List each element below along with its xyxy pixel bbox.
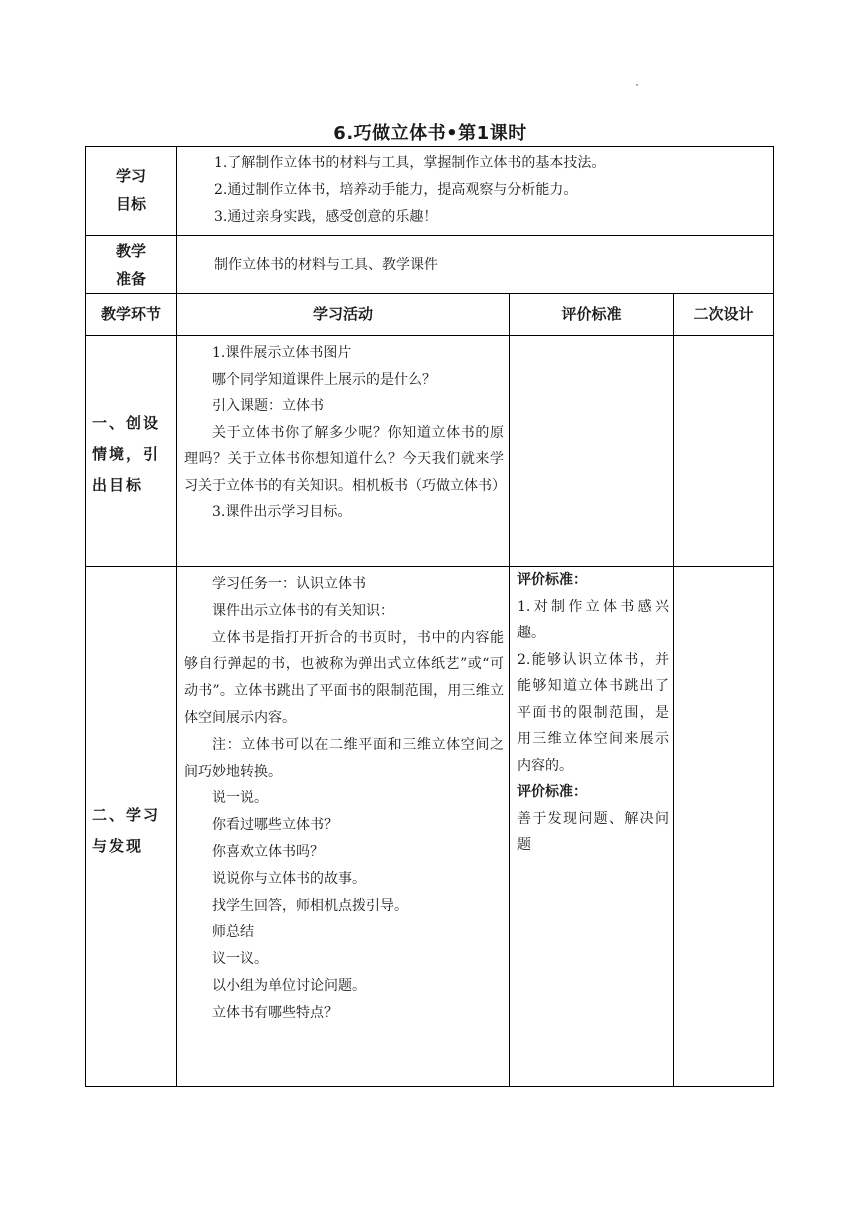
activity-line: 学习任务一：认识立体书 <box>212 576 366 592</box>
objectives-label <box>86 162 176 218</box>
objectives-list <box>186 150 772 231</box>
activity-paragraph: 立体书是指打开折合的书页时，书中的内容能够自行弹起的书，也被称为弹出式立体纸艺”或“可动书”。立体书跳出了平面书的限制范围，用三维立体空间展示内容。 <box>184 629 504 726</box>
header-activity: 学习活动 <box>312 305 373 323</box>
decorative-dot <box>636 84 638 86</box>
activity-line: 说说你与立体书的故事。 <box>212 870 366 887</box>
section2-label <box>92 800 172 862</box>
evaluation-item: 善于发现问题、解决问题 <box>517 810 669 853</box>
section1-label <box>92 408 172 501</box>
section2-activity <box>184 571 504 1027</box>
preparation-label-line2: 准备 <box>115 270 146 288</box>
section1-label-line: 情境，引 <box>92 445 161 463</box>
activity-line: 哪个同学知道课件上展示的是什么？ <box>212 371 436 388</box>
activity-line: 课件出示立体书的有关知识： <box>212 602 394 619</box>
activity-line: 你喜欢立体书吗？ <box>212 843 324 860</box>
activity-line: 3.课件出示学习目标。 <box>212 504 352 520</box>
evaluation-heading: 评价标准： <box>517 784 587 800</box>
objective-item: 1.了解制作立体书的材料与工具，掌握制作立体书的基本技法。 <box>214 155 606 171</box>
evaluation-item: 2.能够认识立体书，并能够知道立体书跳出了平面书的限制范围，是用三维立体空间来展示内容的。 <box>517 651 669 774</box>
objective-item: 2.通过制作立体书，培养动手能力，提高观察与分析能力。 <box>214 182 578 198</box>
page-title: 6.巧做立体书•第1课时 <box>333 123 527 144</box>
header-evaluation: 评价标准 <box>561 305 622 323</box>
activity-line: 你看过哪些立体书？ <box>212 817 338 834</box>
section1-label-line: 一、创设 <box>92 414 161 432</box>
header-stage: 教学环节 <box>100 305 161 323</box>
activity-line: 说一说。 <box>212 790 268 807</box>
objective-item: 3.通过亲身实践，感受创意的乐趣！ <box>214 209 438 225</box>
activity-line: 立体书有哪些特点？ <box>212 1004 338 1021</box>
activity-line: 师总结 <box>212 924 254 941</box>
preparation-text-line: 制作立体书的材料与工具、教学课件 <box>214 257 438 273</box>
section1-activity <box>184 340 504 526</box>
activity-line: 找学生回答，师相机点拨引导。 <box>212 897 408 914</box>
section2-label-line: 二、学习 <box>92 806 161 824</box>
header-redesign: 二次设计 <box>693 305 754 323</box>
section2-label-line: 与发现 <box>92 837 144 855</box>
objectives-label-line2: 目标 <box>115 195 146 213</box>
preparation-label <box>86 237 176 293</box>
objectives-label-line1: 学习 <box>115 167 146 185</box>
activity-paragraph: 注：立体书可以在二维平面和三维立体空间之间巧妙地转换。 <box>184 736 504 780</box>
evaluation-item: 1.对制作立体书感兴趣。 <box>517 598 669 641</box>
preparation-label-line1: 教学 <box>115 242 146 260</box>
activity-line: 1.课件展示立体书图片 <box>212 345 352 361</box>
activity-paragraph: 关于立体书你了解多少呢？你知道立体书的原理吗？关于立体书你想知道什么？今天我们就来学习关于立体书的有关知识。相机板书（巧做立体书） <box>184 424 506 494</box>
preparation-text <box>186 252 772 278</box>
activity-line: 议一议。 <box>212 951 268 968</box>
section1-label-line: 出目标 <box>92 476 144 494</box>
activity-line: 引入课题：立体书 <box>212 398 324 414</box>
evaluation-heading: 评价标准： <box>517 572 587 588</box>
activity-line: 以小组为单位讨论问题。 <box>212 977 366 994</box>
section2-evaluation <box>517 567 669 859</box>
